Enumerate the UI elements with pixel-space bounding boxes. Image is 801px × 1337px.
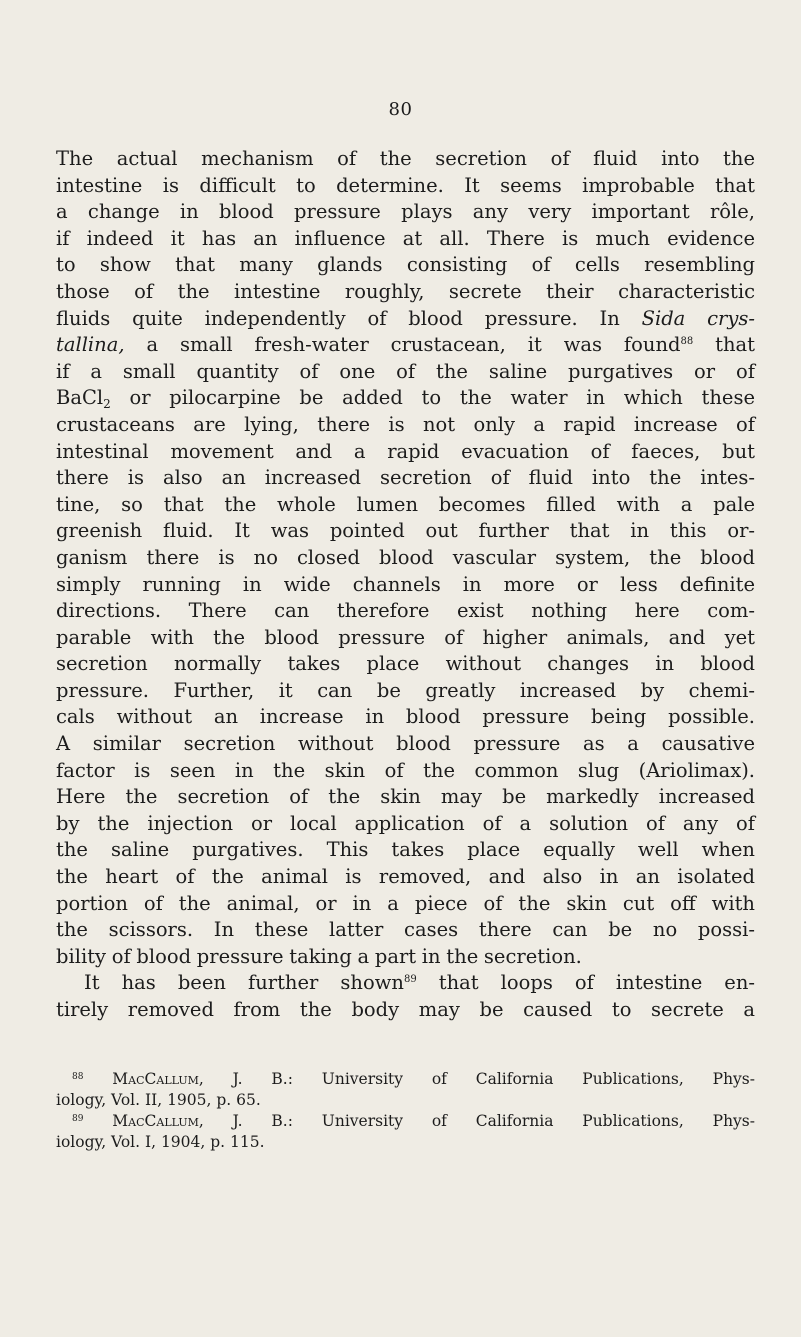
footnote: [56, 1111, 755, 1132]
text-line: pressure. Further, it can be greatly increased by chemi-: [56, 678, 755, 702]
footnote-author: MacCallum, J. B.:: [112, 1112, 293, 1130]
text-line: A similar secretion without blood pressure as a causative: [56, 732, 755, 756]
text-line: tirely removed from the body may be caused to secrete a: [56, 998, 755, 1021]
text-line: parable with the blood pressure of higher animals, and yet: [56, 625, 755, 649]
text-run: fluids quite independently of blood pressure. In: [56, 306, 642, 330]
footnote-ref: 89: [403, 974, 417, 986]
text-line: cals without an increase in blood pressure being possible.: [56, 705, 755, 729]
species-name: Sida crys-: [641, 306, 755, 330]
text-line: [56, 306, 755, 333]
text-line: [56, 332, 755, 359]
footnote-ref: 88: [680, 336, 694, 348]
text-line: the heart of the animal is removed, and also in an isolated: [56, 865, 755, 889]
footnote-continuation: iology, Vol. I, 1904, p. 115.: [56, 1133, 265, 1151]
text-line: the saline purgatives. This takes place equally well when: [56, 838, 755, 862]
footnote-citation: University of California Publications, Phys-: [292, 1070, 756, 1088]
text-line: greenish fluid. It was pointed out further that in this or-: [56, 519, 755, 543]
text-line: ganism there is no closed blood vascular system, the blood: [56, 545, 755, 569]
page-number: 80: [388, 99, 413, 120]
text-line: to show that many glands consisting of cells resembling: [56, 253, 755, 277]
text-line: a change in blood pressure plays any very important rôle,: [56, 200, 755, 224]
text-line: factor is seen in the skin of the common slug (Ariolimax).: [56, 758, 755, 782]
text-line: [56, 970, 755, 997]
text-line: directions. There can therefore exist nothing here com-: [56, 599, 755, 623]
text-run: or pilocarpine be added to the water in which these: [110, 386, 755, 410]
text-run: a small fresh-water crustacean, it was found: [124, 333, 681, 357]
text-line: The actual mechanism of the secretion of fluid into the: [56, 147, 755, 170]
text-line: intestinal movement and a rapid evacuation of faeces, but: [56, 439, 755, 463]
text-line: simply running in wide channels in more or less definite: [56, 572, 755, 596]
footnote-citation: University of California Publications, Phys-: [292, 1112, 756, 1130]
text-run: that: [693, 333, 755, 357]
footnote-mark: 88: [72, 1072, 84, 1082]
text-line: Here the secretion of the skin may be markedly increased: [56, 785, 755, 809]
text-line: if a small quantity of one of the saline purgatives or of: [56, 359, 755, 383]
text-line: crustaceans are lying, there is not only a rapid increase of: [56, 412, 755, 436]
body-text: [56, 146, 755, 1024]
text-line: if indeed it has an influence at all. There is much evidence: [56, 226, 755, 250]
footnote: [56, 1069, 755, 1090]
text-line: portion of the animal, or in a piece of the skin cut off with: [56, 891, 755, 915]
footnotes: [56, 1069, 755, 1153]
text-line: the scissors. In these latter cases there can be no possi-: [56, 918, 755, 942]
text-line: those of the intestine roughly, secrete their characteristic: [56, 279, 755, 303]
text-line: tine, so that the whole lumen becomes filled with a pale: [56, 492, 755, 516]
species-name: tallina,: [56, 333, 125, 357]
text-run: It has been further shown: [84, 971, 404, 995]
footnote-author: MacCallum, J. B.:: [112, 1070, 293, 1088]
formula-subscript: 2: [103, 397, 111, 412]
text-run: that loops of intestine en-: [416, 971, 755, 995]
text-line: there is also an increased secretion of fluid into the intes-: [56, 466, 755, 490]
footnote-mark: 89: [72, 1114, 84, 1124]
footnote-continuation: iology, Vol. II, 1905, p. 65.: [56, 1091, 261, 1109]
text-line: intestine is difficult to determine. It seems improbable that: [56, 173, 755, 197]
text-line: by the injection or local application of a solution of any of: [56, 811, 755, 835]
text-line: bility of blood pressure taking a part in the secretion.: [56, 944, 582, 968]
text-line: secretion normally takes place without changes in blood: [56, 652, 755, 676]
chemical-formula: BaCl: [56, 386, 104, 410]
text-line: [56, 385, 755, 412]
